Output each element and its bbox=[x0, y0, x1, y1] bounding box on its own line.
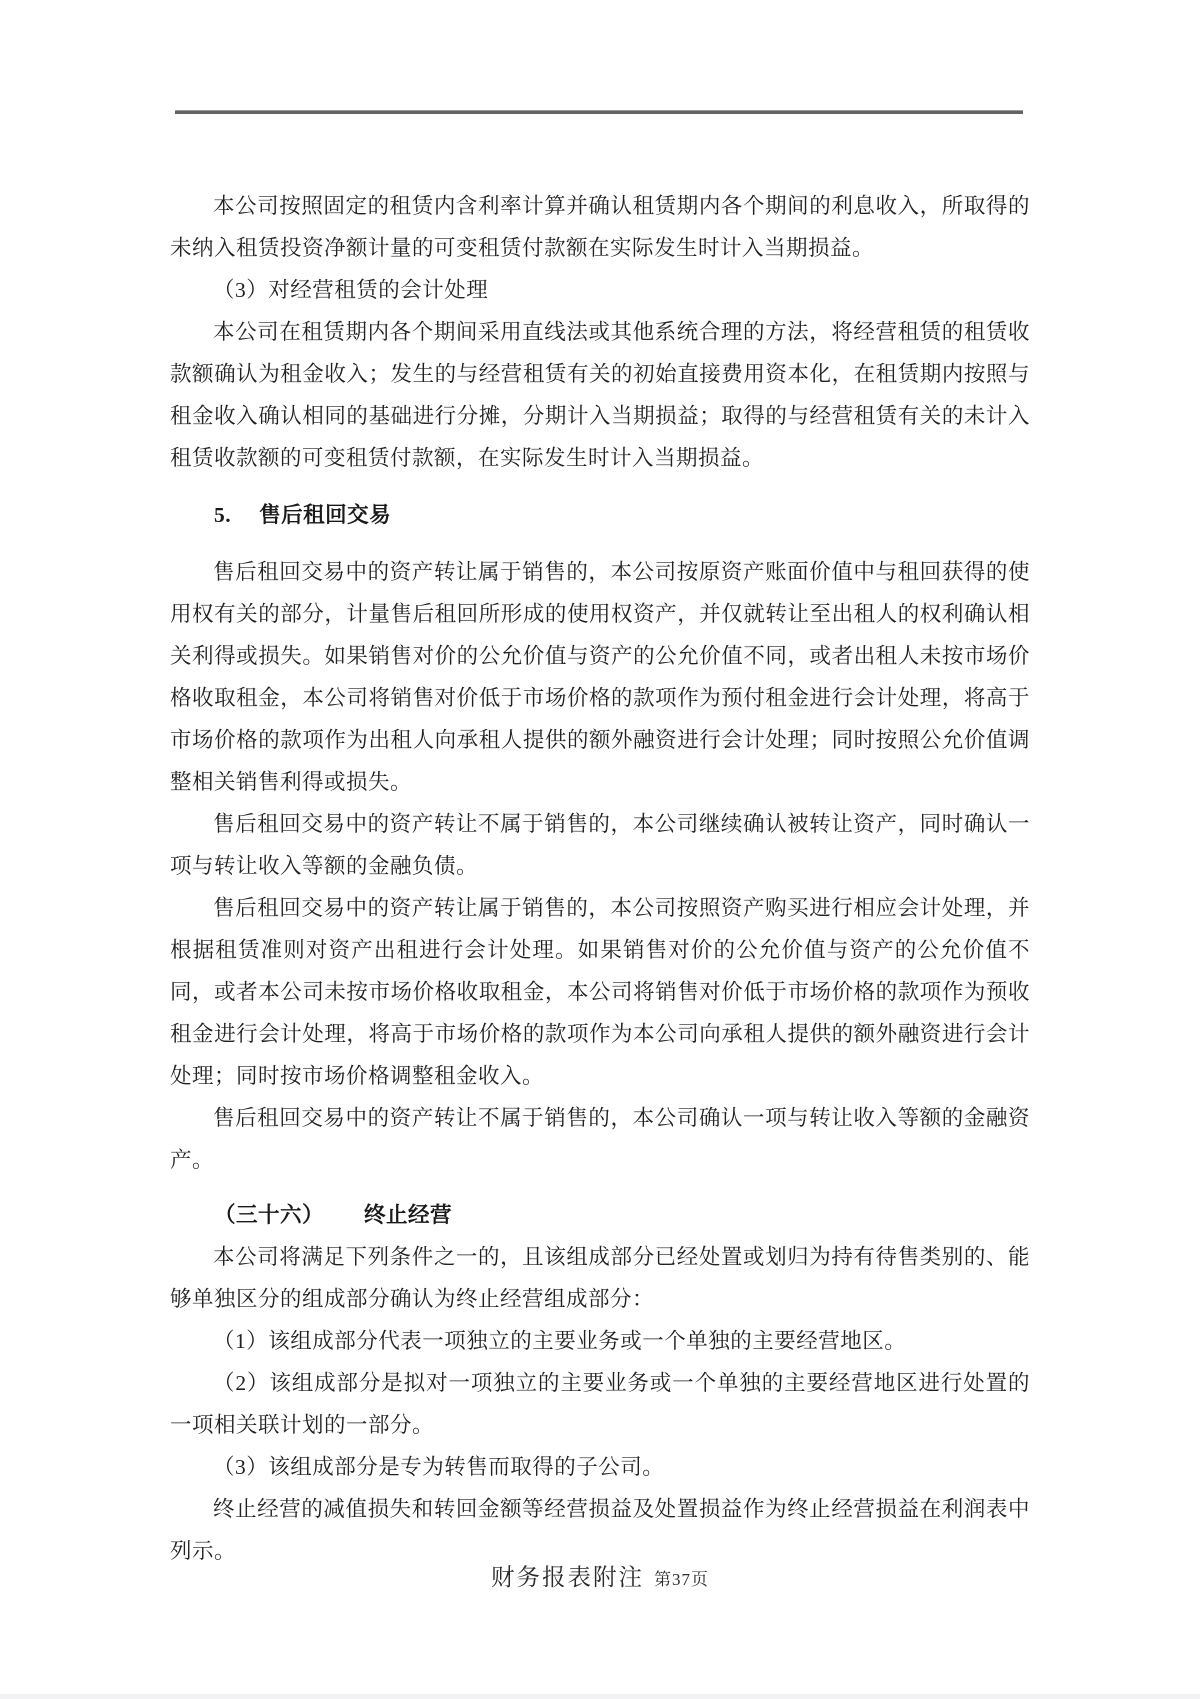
paragraph-lease-interest-income: 本公司按照固定的租赁内含利率计算并确认租赁期内各个期间的利息收入，所取得的未纳入租赁投资净额计量的可变租赁付款额在实际发生时计入当期损益。 bbox=[170, 194, 1030, 260]
footer-title: 财务报表附注 bbox=[491, 1565, 644, 1591]
section-number: （三十六） bbox=[214, 1203, 325, 1227]
paragraph-discontinued-criterion-1: （1）该组成部分代表一项独立的主要业务或一个单独的主要经营地区。 bbox=[213, 1329, 907, 1353]
paragraph-sale-leaseback-seller-sale: 售后租回交易中的资产转让属于销售的，本公司按原资产账面价值中与租回获得的使用权有关的部分，计量售后租回所形成的使用权资产，并仅就转让至出租人的权利确认相关利得或损失。如果销售对价的公允价值与资产的公允价值不同，或者出租人未按市场价格收取租金，本公司将销售对价低于市场价格的款项作为预付租金进行会计处理，将高于市场价格的款项作为出租人向承租人提供的额外融资进行会计处理；同时按照公允价值调整相关销售利得或损失。 bbox=[170, 560, 1030, 794]
paragraph-discontinued-criteria-intro: 本公司将满足下列条件之一的，且该组成部分已经处置或划归为持有待售类别的、能够单独区分的组成部分确认为终止经营组成部分： bbox=[170, 1245, 1030, 1311]
paragraph-operating-lease-treatment: 本公司在租赁期内各个期间采用直线法或其他系统合理的方法，将经营租赁的租赁收款额确认为租金收入；发生的与经营租赁有关的初始直接费用资本化，在租赁期内按照与租金收入确认相同的基础进行分摊，分期计入当期损益；取得的与经营租赁有关的未计入租赁收款额的可变租赁付款额，在实际发生时计入当期损益。 bbox=[170, 320, 1030, 470]
document-body bbox=[170, 185, 1030, 1572]
scan-bottom-edge bbox=[0, 1694, 1200, 1699]
paragraph-operating-lease-subtitle: （3）对经营租赁的会计处理 bbox=[213, 278, 489, 302]
paragraph-discontinued-criterion-2: （2）该组成部分是拟对一项独立的主要业务或一个单独的主要经营地区进行处置的一项相关联计划的一部分。 bbox=[170, 1371, 1030, 1437]
section-heading-discontinued-operations bbox=[170, 1194, 1030, 1236]
section-heading-sale-leaseback bbox=[170, 494, 1030, 536]
header-divider-rule bbox=[175, 110, 1023, 114]
section-number: 5. bbox=[214, 503, 232, 527]
paragraph-sale-leaseback-buyer-sale: 售后租回交易中的资产转让属于销售的，本公司按照资产购买进行相应会计处理，并根据租赁准则对资产出租进行会计处理。如果销售对价的公允价值与资产的公允价值不同，或者本公司未按市场价格收取租金，本公司将销售对价低于市场价格的款项作为预收租金进行会计处理，将高于市场价格的款项作为本公司向承租人提供的额外融资进行会计处理；同时按市场价格调整租金收入。 bbox=[170, 896, 1030, 1088]
paragraph-sale-leaseback-buyer-nonsale: 售后租回交易中的资产转让不属于销售的，本公司确认一项与转让收入等额的金融资产。 bbox=[170, 1106, 1030, 1172]
paragraph-sale-leaseback-seller-nonsale: 售后租回交易中的资产转让不属于销售的，本公司继续确认被转让资产，同时确认一项与转让收入等额的金融负债。 bbox=[170, 812, 1030, 878]
paragraph-discontinued-criterion-3: （3）该组成部分是专为转售而取得的子公司。 bbox=[213, 1455, 665, 1479]
section-title: 售后租回交易 bbox=[259, 503, 392, 527]
paragraph-discontinued-presentation: 终止经营的减值损失和转回金额等经营损益及处置损益作为终止经营损益在利润表中列示。 bbox=[170, 1497, 1030, 1563]
footer-page-number: 第37页 bbox=[654, 1570, 709, 1589]
section-title: 终止经营 bbox=[364, 1203, 453, 1227]
page-footer bbox=[0, 1558, 1200, 1592]
